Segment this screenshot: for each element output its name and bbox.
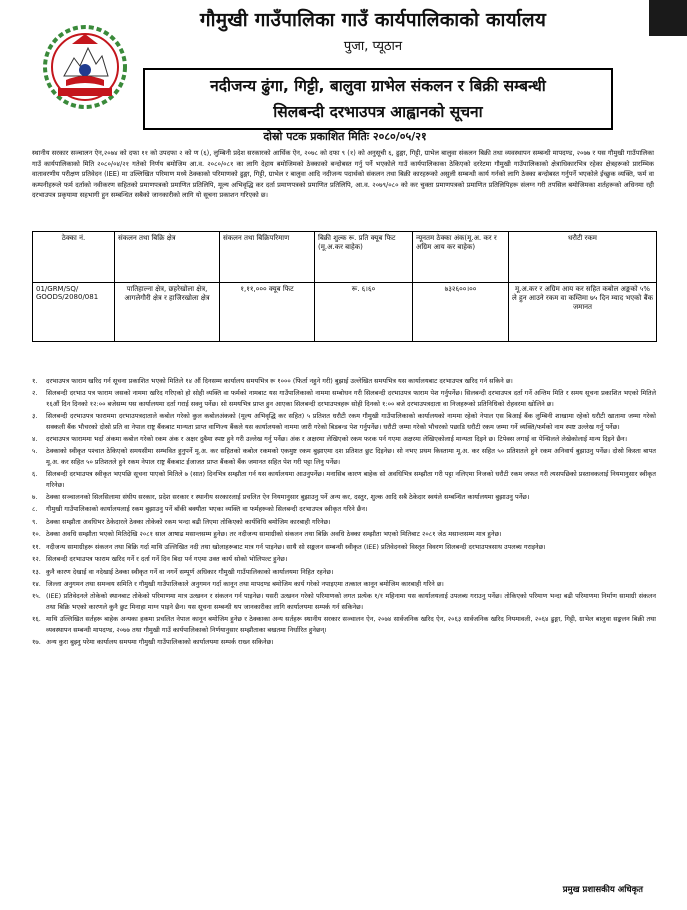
list-text: सिलबन्दी दरभाउ पत्र फाराम जसको नाममा खरिद गरिएको हो सोही व्यक्ति वा फर्मको नामबाट यस गाउँपालिकाको नाममा सम्बोधन गरी सिलबन्दी दरभाउपत्र फाराम पेश गर्नुपर्नेछ। सिलबन्दी दरभाउपत्र दर्ता गर्ने अन्तिम मिति र समय सूचना प्रकाशित भएको मितिले १६औं दिन दिनको १२:०० बजेसम्म यस कार्यालयमा दर्ता गराई सक्नु पर्नेछ। सो समयभित्र प्राप्त हुन आएका सिलबन्दी दरभाउपत्रहरू सोही दिनको १:०० बजे दरभाउपत्रदाता वा निजहरूको प्रतिनिधिको रोहवरमा खोलिने छ। bbox=[46, 389, 656, 408]
notice-title-line-2: सिलबन्दी दरभाउपत्र आह्वानको सूचना bbox=[273, 103, 483, 121]
contract-table bbox=[32, 231, 657, 342]
nepal-emblem-icon bbox=[42, 24, 128, 110]
list-item bbox=[32, 567, 656, 577]
table-header-cell: संकलन तथा बिक्रिपरिमाण bbox=[220, 232, 315, 283]
list-number: १५. bbox=[32, 592, 41, 601]
notice-title-line-1: नदीजन्य ढुंगा, गिट्टी, बालुवा ग्राभेल संकलन र बिक्री सम्बन्धी bbox=[210, 77, 546, 95]
table-header-cell: ठेक्का नं. bbox=[33, 232, 115, 283]
table-row bbox=[33, 283, 657, 342]
list-text: माथि उल्लिखित सर्तहरू बाहेक अन्यका हकमा प्रचलित नेपाल कानून बमोजिम हुनेछ र ठेक्काका अन्य सर्तहरू स्थानीय सरकार सञ्चालन ऐन, २०७४ सार्वजनिक खरिद ऐन, २०६३ सार्वजनिक खरिद नियमावली, २०६४ ढुङ्गा, गिट्टी, ग्राभेल बालुवा सङ्कलन बिक्री तथा व्यवस्थापन सम्बन्धी मापदण्ड, २०७७ तथा गौमुखी गाउँ कार्यपालिकाको निर्णयानुसार सम्झौताका बखतमा निर्धारित हुनेछन्। bbox=[46, 615, 656, 634]
list-number: १६. bbox=[32, 615, 41, 624]
list-number: १४. bbox=[32, 579, 41, 588]
list-text: (IEE) प्रतिवेदनले तोकेको स्थानबाट तोकेको परिमाणमा मात्र उत्खनन र संकलन गर्न पाइनेछ। यसरी उत्खनन गरेको परिमाणको लगत प्रत्येक १/१ महिनामा यस कार्यालयलाई उपलब्ध गराउनु पर्नेछ। तोकिएको परिमाण भन्दा बढी परिमाणमा निर्माण सामाग्री संकलन तथा बिक्रि भएको कारणले कुनै छुट मिनाहा माग्न पाइने छैन। यस सूचना सम्बन्धी थप जानकारीका लागि कार्यालयमा सम्पर्क गर्न सकिनेछ। bbox=[46, 592, 656, 611]
list-item bbox=[32, 517, 656, 527]
deposit-amount: मू.अ.कर र अग्रिम आय कर सहित कबोल अङ्कको ५% ले हुन आउने रकम वा कम्तिमा ७५ दिन म्याद भएको बैंक जमानत bbox=[509, 283, 657, 342]
list-text: सिलबन्दी दरभाउपत्र फाराम खरिद गर्ने र दर्ता गर्ने दिन बिदा पर्न गएमा उक्त कार्य सोको भोलिपल्ट हुनेछ। bbox=[46, 555, 288, 564]
list-number: १२. bbox=[32, 555, 41, 564]
list-item bbox=[32, 579, 656, 589]
list-text: सिलबन्दी दरभाउपत्र स्वीकृत भएपछि सूचना पाएको मितिले ७ (सात) दिनभित्र सम्झौता गर्न यस कार्यालयमा आउनुपर्नेछ। मनासिब कारण बाहेक सो अवधिभित्र सम्झौता गरी पट्टा नलिएमा निजको धरौटी रकम जफत गरी त्यसपछिको प्रस्तावकलाई नियमानुसार स्वीकृत गरिनेछ। bbox=[46, 470, 656, 489]
minimum-amount: ७३२६००।०० bbox=[413, 283, 509, 342]
list-text: नदीजन्य सामाग्रीहरू संकलन तथा बिक्रि गर्दा माथि उल्लिखित नदी तथा खोलाहरूबाट मात्र गर्न पाइनेछ। साथै सो सङ्कलन सम्बन्धी स्वीकृत (IEE) प्रतिवेदनको विस्तृत विवरण सिलबन्दी दरभाउपत्रसाथ उपलब्ध गराइनेछ। bbox=[46, 542, 546, 551]
signatory-title: प्रमुख प्रशासकीय अधिकृत bbox=[562, 885, 643, 895]
notice-title-box bbox=[143, 68, 613, 130]
list-item bbox=[32, 411, 656, 432]
list-text: अन्य कुरा बुझ्नु परेमा कार्यालय समयमा गौमुखी गाउँपालिकाको कार्यालयमा सम्पर्क राख्न सकिनेछ। bbox=[46, 637, 274, 646]
list-item bbox=[32, 529, 656, 539]
list-item bbox=[32, 388, 656, 409]
list-number: १. bbox=[32, 377, 38, 385]
list-item bbox=[32, 446, 656, 467]
list-text: दरभाउपत्र फाराम खरिद गर्न सूचना प्रकाशित भएको मितिले १४ औं दिनसम्म कार्यालय समयभित्र रू १००० (फिर्ता नहुने गरी) बुझाई उल्लेखित समयभित्र यस कार्यालयबाट दरभाउपत्र खरिद गर्न सकिने छ। bbox=[46, 377, 513, 385]
publication-date: दोस्रो पटक प्रकाशित मितिः २०८०/०५/२१ bbox=[263, 130, 427, 143]
list-text: ठेक्काको स्वीकृत पश्चात ठेकिएको समयसीमा सम्भवित हुनुपर्ने मू.अ. कर सहितको कबोल रकमको एकमुष्ट रकम बुझाएमा दश प्रतिशत छुट दिइनेछ। सो नभए प्रथम किस्तामा मू.अ. कर सहित ५० प्रतिशतले हुने रकम अनिवार्य बुझाउनु पर्नेछ। दोस्रो किस्ता बापत मू.अ. कर सहित ५० प्रतिशतले हुने रकम नेपाल राष्ट्र बैंकबाट ईजाजत प्राप्त बैंकको बैंक जमानत सहित पेश गरी पट्टा लिनु पर्नेछ। bbox=[46, 447, 656, 466]
list-number: ४. bbox=[32, 435, 38, 444]
list-item bbox=[32, 434, 656, 444]
collection-quantity: १,११,००० क्यूब फिट bbox=[220, 283, 315, 342]
list-text: गौमुखी गाउँपालिकाको कार्यालयलाई रकम बुझाउनु पर्ने बाँकी बक्यौता भएका व्यक्ति वा फर्महरूको सिलबन्दी दरभाउपत्र स्वीकृत गरिने छैन। bbox=[46, 505, 368, 514]
list-item bbox=[32, 591, 656, 612]
list-text: दरभाउपत्र फाराममा भर्दा अंकमा कबोल गरेको रकम अंक र अक्षर दुबैमा स्पष्ट हुने गरी उल्लेख गर्नु पर्नेछ। अंक र अक्षरमा लेखिएको रकम फरक पर्न गएमा अक्षरमा लेखिएकोलाई मान्यता दिइने छ। टिपेक्स लगाई वा पेन्सिलले लेखेकोलाई मान्य दिइने छैन। bbox=[46, 435, 628, 444]
office-location: पुजा, प्यूठान bbox=[343, 39, 403, 54]
terms-list bbox=[32, 376, 656, 649]
list-text: ठेक्का सञ्चालनको सिलसिलामा संघीय सरकार, प्रदेश सरकार र स्थानीय सरकारलाई प्रचलित ऐन नियमानुसार बुझाउनु पर्ने अन्य कर, दस्तुर, शुल्क आदि सबै ठेकेदार स्वयंले सम्बन्धित कार्यालयमा बुझाउनु पर्नेछ। bbox=[46, 493, 530, 502]
list-text: जिल्ला अनुगमन तथा समन्वय समिति र गौमुखी गाउँपालिकाले अनुगमन गर्दा कानून तथा मापदण्ड बमोजिम कार्य गरेको नपाइएमा तत्काल कानून बमोजिम कारबाही गरिने छ। bbox=[46, 579, 444, 588]
sale-rate: रू. ६।६० bbox=[315, 283, 413, 342]
contract-number: 01/GRM/SQ/ GOODS/2080/081 bbox=[33, 283, 115, 342]
list-number: ७. bbox=[32, 493, 38, 502]
list-number: १३. bbox=[32, 567, 41, 576]
office-title: गौमुखी गाउँपालिका गाउँ कार्यपालिकाको कार्यालय bbox=[199, 9, 547, 31]
list-number: १७. bbox=[32, 637, 41, 646]
list-number: १०. bbox=[32, 530, 41, 539]
list-number: २. bbox=[32, 389, 38, 398]
list-text: ठेक्का अवधि सम्झौता भएको मितिदेखि २०८१ साल आषाढ मसान्तसम्म हुनेछ। तर नदीजन्य सामाग्रीको संकलन तथा बिक्रि अवधि ठेक्का सम्झौता भएको मितिबाट २०८१ जेठ मसान्तसम्म मात्र हुनेछ। bbox=[46, 530, 502, 539]
list-number: ५. bbox=[32, 447, 38, 456]
list-number: ८. bbox=[32, 505, 38, 514]
list-item bbox=[32, 492, 656, 502]
list-item bbox=[32, 637, 656, 647]
list-text: ठेक्का सम्झौता अवधिभर ठेकेदारले ठेक्का तोकेको रकम भन्दा बढी लिएमा तोकिएको कार्यविधि बमोजिम कारबाही गरिनेछ। bbox=[46, 517, 331, 526]
collection-area: पातिहाल्ना क्षेत्र, छहरेखोला क्षेत्र, आगलेगौरी क्षेत्र र हाजिरखोला क्षेत्र bbox=[115, 283, 220, 342]
list-item bbox=[32, 614, 656, 635]
corner-mark bbox=[649, 0, 687, 36]
list-number: ३. bbox=[32, 412, 38, 421]
list-number: ११. bbox=[32, 542, 41, 551]
table-header-cell: संकलन तथा बिक्रि क्षेत्र bbox=[115, 232, 220, 283]
list-item bbox=[32, 376, 656, 386]
table-header-cell: धरौटी रकम bbox=[509, 232, 657, 283]
table-header-cell: बिक्री शुल्क रू. प्रति क्यूब फिट (मू.अ.कर बाहेक) bbox=[315, 232, 413, 283]
list-text: सिलबन्दी दरभाउपत्र फाराममा दरभाउपत्रदाताले कबोल गरेको कुल कबोलअंकको (मूल्य अभिवृद्धि कर सहित) ५ प्रतिशत धरौटी रकम गौमुखी गाउँपालिकाको कार्यालयको नाममा रहेको नेपाल एस बिआई बैंक लुम्बिनी शाखामा रहेको धरौटी खातामा जम्मा गरेको सक्कली बैंक भौचरको दोस्रो प्रति वा नेपाल राष्ट्र बैंकबाट मान्यता प्राप्त वाणिज्य बैंकले यस कार्यालयको नाममा जारी गरेको बिडबन्ड पेश गर्नुपर्नेछ। धरौटी जम्मा गरेको भौचरको पछाडि धरौटी रकम जम्मा गर्ने व्यक्ति/फर्मको नाम स्पष्ट उल्लेख गर्नु पर्नेछ। bbox=[46, 412, 656, 431]
list-number: ९. bbox=[32, 517, 38, 526]
list-item bbox=[32, 504, 656, 514]
list-text: कुनै कारण देखाई वा नदेखाई ठेक्का स्वीकृत गर्ने वा नगर्ने सम्पूर्ण अधिकार गौमुखी गाउँपालिकाको कार्यालयमा निहित रहनेछ। bbox=[46, 567, 334, 576]
list-item bbox=[32, 542, 656, 552]
list-item bbox=[32, 469, 656, 490]
list-item bbox=[32, 554, 656, 564]
table-header-row bbox=[33, 232, 657, 283]
list-number: ६. bbox=[32, 470, 38, 479]
table-header-cell: न्यूनतम ठेक्का अंक(मू.अ. कर र अग्रिम आय कर बाहेक) bbox=[413, 232, 509, 283]
intro-paragraph: स्थानीय सरकार सञ्चालन ऐन,२०७४ को दफा ११ को उपदफा २ को ण (६), लुम्बिनी प्रदेश सरकारको आर्थिक ऐन, २०७८ को दफा ९ (१) को अनुसूची ६, ढुङ्गा, गिट्टी, ग्राभेल बालुवा संकलन बिक्री तथा व्यवस्थापन सम्बन्धी मापदण्ड, २०७७ र यस गौमुखी गाउँपालिका गाउँ कार्यपालिकाको मिति २०८०/०४/२१ गतेको निर्णय बमोजिम आ.व. २०८०/०८१ का लागि देहाय बमोजिमको ठेक्काको बन्दोबस्त गर्नु पर्ने भएकोले गाउँ कार्यपालिकाका ठेकिएको दररेटमा गौमुखी गाउँपालिकाको क्षेत्राधिकारभित्र रहेका क्षेत्रहरूको प्रारम्भिक वातावरणीय परीक्षण प्रतिवेदन (IEE) मा उल्लिखित परिमाण मध्ये ठेक्काको परिमाणको ढुङ्गा, गिट्टी, ग्राभेल र बालुवा आदि नदीजन्य पदार्थको संकलन तथा बिक्री कारहरूको असुली सम्बन्धी कार्य गर्नको लागि ठेक्का बन्दोबस्त गर्नुपर्ने भएकोले ईच्छुक व्यक्ति, फर्म वा कम्पनीहरूले फर्म दर्ताको नवीकरण सहितको प्रमाणपत्रको प्रमाणित प्रतिलिपि, मूल्य अभिवृद्धि कर दर्ता प्रमाणपत्रको प्रमाणित प्रतिलिपि, आ.व. २०७९/०८० को कर चुक्ता प्रमाणपत्रको प्रमाणित प्रतिलिपिहरू संलग्न गरी तपसिल बमोजिमका शर्तहरूको अधिनमा रही दरभाउपत्र प्रकृयामा सहभागी हुन सम्बन्धित सबैको जानकारीको लागि यो सूचना प्रकाशन गरिएको छ। bbox=[32, 149, 654, 200]
